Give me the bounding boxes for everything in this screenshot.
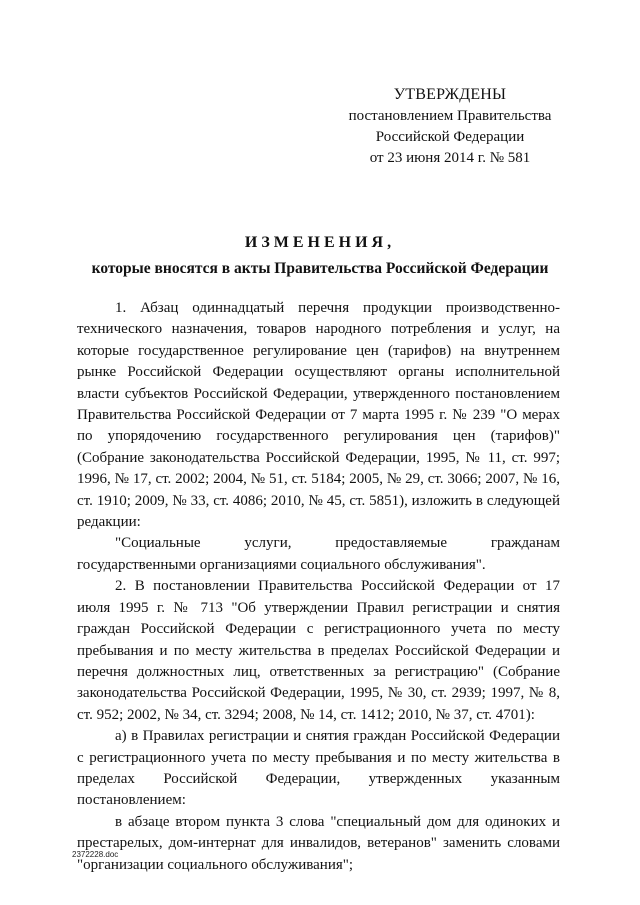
approval-line-2: Российской Федерации bbox=[375, 129, 525, 145]
document-title: ИЗМЕНЕНИЯ, bbox=[244, 234, 396, 251]
paragraph-2: "Социальные услуги, предоставляемые гражданам государственными организациями социального обслуживания". bbox=[77, 535, 560, 573]
document-body bbox=[77, 298, 560, 876]
paragraph-5: в абзаце втором пункта 3 слова "специальный дом для одиноких и престарелых, дом-интернат для инвалидов, ветеранов" заменить словами "организации социального обслуживания"; bbox=[77, 813, 560, 873]
paragraph-3: 2. В постановлении Правительства Российской Федерации от 17 июля 1995 г. № 713 "Об утверждении Правил регистрации и снятия граждан Российской Федерации с регистрационного учета по месту пребывания и по месту жительства в пределах Российской Федерации и перечня должностных лиц, ответственных за регистрацию" (Собрание законодательства Российской Федерации, 1995, № 30, ст. 2939; 1997, № 8, ст. 952; 2002, № 34, ст. 3294; 2008, № 14, ст. 1412; 2010, № 37, ст. 4701): bbox=[77, 578, 560, 723]
paragraph-1: 1. Абзац одиннадцатый перечня продукции производственно-технического назначения, товаров народного потребления и услуг, на которые государственное регулирование цен (тарифов) на внутреннем рынке Российской Федерации осуществляют органы исполнительной власти субъектов Российской Федерации, утвержденного постановлением Правительства Российской Федерации от 7 марта 1995 г. № 239 "О мерах по упорядочению государственного регулирования цен (тарифов)" (Собрание законодательства Российской Федерации, 1995, № 11, ст. 997; 1996, № 17, ст. 2002; 2004, № 51, ст. 5184; 2005, № 29, ст. 3066; 2007, № 16, ст. 1910; 2009, № 33, ст. 4086; 2010, № 45, ст. 5851), изложить в следующей редакции: bbox=[77, 300, 560, 531]
document-subtitle: которые вносятся в акты Правительства Российской Федерации bbox=[91, 260, 549, 277]
approval-line-1: постановлением Правительства bbox=[348, 108, 552, 124]
approval-heading: УТВЕРЖДЕНЫ bbox=[393, 86, 507, 103]
footer-filename: 2372228.doc bbox=[72, 850, 119, 859]
approval-line-3: от 23 июня 2014 г. № 581 bbox=[369, 150, 531, 166]
approval-block bbox=[334, 84, 566, 169]
paragraph-4: а) в Правилах регистрации и снятия граждан Российской Федерации с регистрационного учета по месту пребывания и по месту жительства в пределах Российской Федерации, утвержденных указанным постановлением: bbox=[77, 728, 560, 809]
